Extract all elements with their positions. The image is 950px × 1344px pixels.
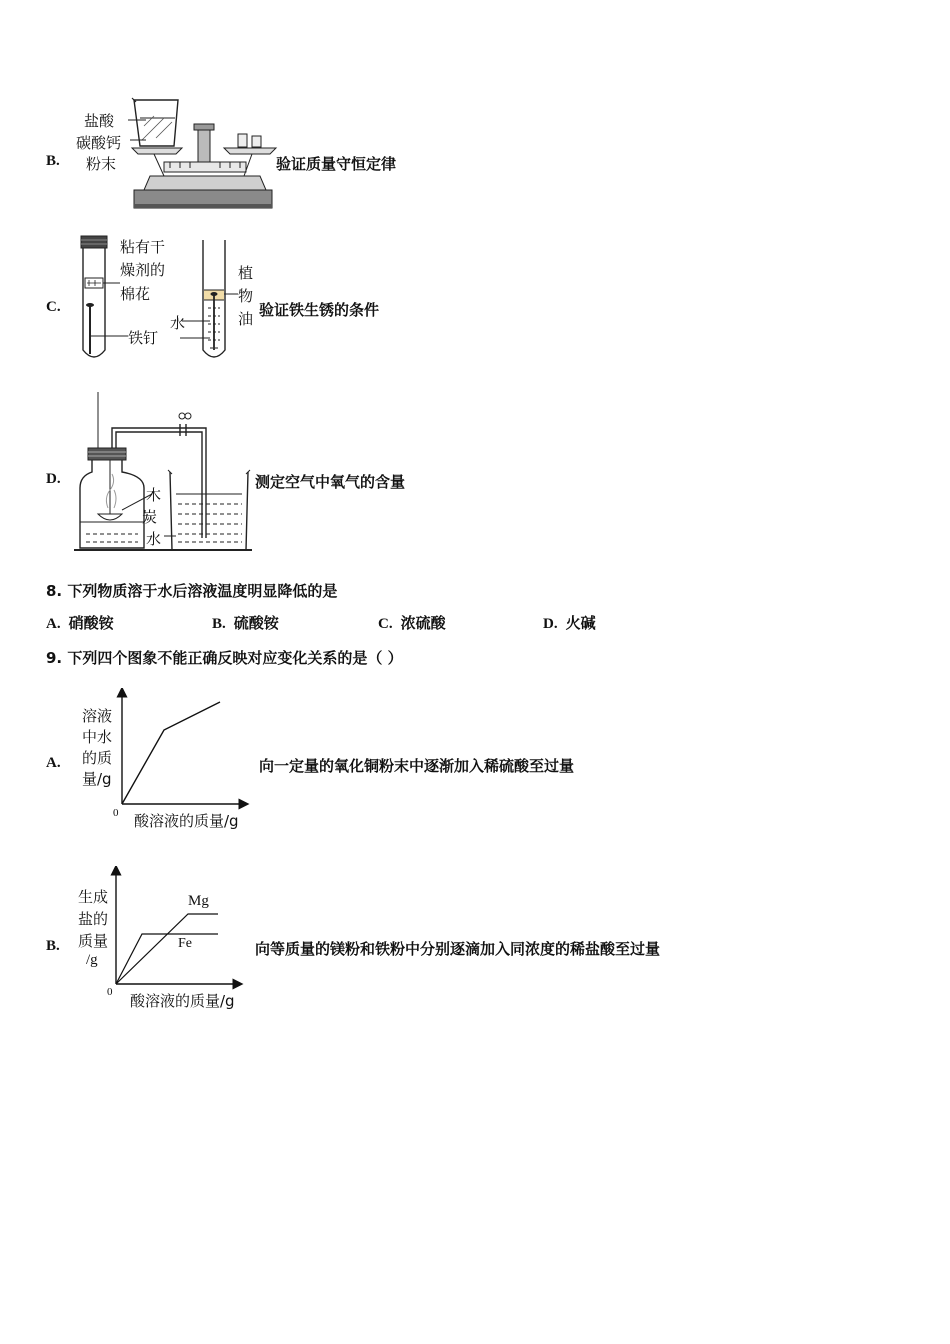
balance-illustration [120, 96, 280, 216]
q9b-series-fe-label: Fe [178, 936, 192, 951]
q9b-fe-line [116, 934, 218, 984]
q8-option-c [378, 612, 446, 633]
q9a-xlabel: 酸溶液的质量/g [134, 812, 239, 830]
option-d-letter: D. [46, 471, 61, 487]
q9a-graph [110, 688, 250, 812]
q9b-ylabel-line2: 盐的 [78, 910, 109, 928]
q8-option-a-letter: A. [46, 616, 61, 632]
label-water-c: 水 [170, 314, 186, 332]
option-c-letter: C. [46, 299, 61, 315]
q8-option-d-letter: D. [543, 616, 558, 632]
q8-option-b-text: 硫酸铵 [233, 614, 279, 632]
question-8-stem: 8. 下列物质溶于水后溶液温度明显降低的是 [46, 582, 338, 600]
q9a-water-mass-line [122, 702, 220, 804]
label-powder: 粉末 [86, 155, 117, 173]
label-water-d: 水 [146, 530, 162, 548]
q9b-origin-label: 0 [107, 986, 113, 998]
label-iron-nail: 铁钉 [128, 329, 159, 347]
label-plant-oil-1: 植 [238, 264, 254, 282]
label-plant-oil-3: 油 [238, 310, 254, 328]
q9b-ylabel-line3: 质量 [78, 932, 109, 950]
q9a-ylabel-line1: 溶液 [82, 707, 113, 725]
q9b-series-mg-label: Mg [188, 893, 209, 909]
label-charcoal-2: 炭 [142, 508, 158, 526]
q9a-origin-label: 0 [113, 807, 119, 819]
test-tubes-illustration [70, 232, 240, 366]
q9b-xlabel: 酸溶液的质量/g [130, 992, 235, 1010]
label-plant-oil-2: 物 [238, 287, 254, 305]
option-b-description: 验证质量守恒定律 [276, 155, 397, 173]
q9a-ylabel-line2: 中水 [82, 728, 113, 746]
q9b-ylabel-line1: 生成 [78, 888, 109, 906]
q9-option-b-letter: B. [46, 938, 60, 954]
label-calcium-carbonate: 碳酸钙 [76, 134, 122, 152]
label-hydrochloric-acid: 盐酸 [84, 112, 115, 130]
q8-option-b-letter: B. [212, 616, 226, 632]
option-d-description: 测定空气中氧气的含量 [255, 473, 406, 491]
option-b-letter: B. [46, 153, 60, 169]
q9b-ylabel-line4: /g [86, 952, 98, 968]
q8-option-c-letter: C. [378, 616, 393, 632]
q9-option-a-letter: A. [46, 755, 61, 771]
label-charcoal-1: 木 [146, 486, 162, 504]
label-desiccant-line2: 燥剂的 [120, 261, 166, 279]
option-c-description: 验证铁生锈的条件 [259, 301, 380, 319]
q9a-ylabel-line4: 量/g [82, 770, 112, 788]
label-desiccant-line1: 粘有干 [120, 238, 166, 256]
q8-option-d-text: 火碱 [565, 614, 596, 632]
q8-option-a-text: 硝酸铵 [68, 614, 114, 632]
oxygen-apparatus-illustration [72, 390, 254, 558]
q8-option-c-text: 浓硫酸 [400, 614, 446, 632]
q8-option-b [212, 612, 279, 633]
q9b-graph [104, 866, 244, 990]
q9b-mg-line [116, 914, 218, 984]
label-desiccant-line3: 棉花 [120, 285, 151, 303]
q8-option-a [46, 612, 114, 633]
q9a-ylabel-line3: 的质 [82, 749, 113, 767]
q9-option-b-description: 向等质量的镁粉和铁粉中分别逐滴加入同浓度的稀盐酸至过量 [255, 940, 661, 958]
q9-option-a-description: 向一定量的氧化铜粉末中逐渐加入稀硫酸至过量 [259, 757, 575, 775]
q8-option-d [543, 612, 596, 633]
question-9-stem: 9. 下列四个图象不能正确反映对应变化关系的是（ ） [46, 649, 403, 667]
